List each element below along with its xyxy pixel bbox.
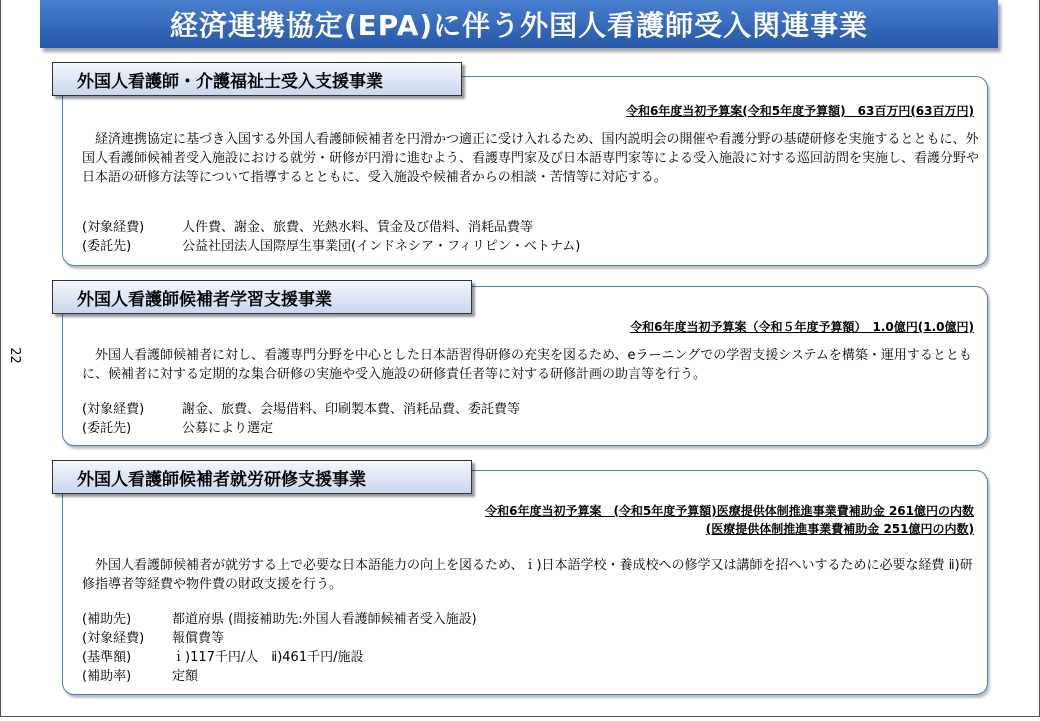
- section-1-budget: 令和6年度当初予算案(令和5年度予算額) 63百万円(63百万円): [625, 104, 974, 118]
- detail-row: (委託先) 公益社団法人国際厚生事業団(インドネシア・フィリピン・ベトナム): [82, 239, 581, 254]
- section-2-details: [82, 400, 520, 438]
- section-2-body: 外国人看護師候補者に対し、看護専門分野を中心とした日本語習得研修の充実を図るため、eラーニングでの学習支援システムを構築・運用するとともに、候補者に対する定期的な集合研修の実施や受入施設の研修責任者等に対する研修計画の助言等を行う。: [82, 348, 972, 382]
- page-number: 22: [6, 347, 22, 364]
- detail-row: (基準額) ｉ)117千円/人 ⅱ)461千円/施設: [82, 650, 364, 665]
- page-title: 経済連携協定(EPA)に伴う外国人看護師受入関連事業: [169, 9, 869, 42]
- section-3-details: [82, 610, 477, 686]
- section-label-3: 外国人看護師候補者就労研修支援事業: [52, 460, 472, 494]
- section-label-1: 外国人看護師・介護福祉士受入支援事業: [52, 62, 462, 96]
- detail-row: (補助率) 定額: [82, 669, 199, 684]
- section-1-body: 経済連携協定に基づき入国する外国人看護師候補者を円滑かつ適正に受け入れるため、国内説明会の開催や看護分野の基礎研修を実施するとともに、外国人看護師候補者受入施設における就労・研修が円滑に進むよう、看護専門家及び日本語専門家等による受入施設に対する巡回訪問を実施し、看護分野や日本語の研修方法等について指導するとともに、受入施設や候補者からの相談・苦情等に対応する。: [82, 132, 980, 185]
- detail-row: (対象経費) 謝金、旅費、会場借料、印刷製本費、消耗品費、委託費等: [82, 402, 521, 417]
- detail-row: (補助先) 都道府県 (間接補助先:外国人看護師候補者受入施設): [82, 612, 477, 627]
- section-1-details: [82, 218, 580, 256]
- detail-row: (対象経費) 報償費等: [82, 631, 225, 646]
- section-3-body: 外国人看護師候補者が就労する上で必要な日本語能力の向上を図るため、ｉ)日本語学校・養成校への修学又は講師を招へいするために必要な経費 ⅱ)研修指導者等経費や物件費の財政支援を行う。: [82, 558, 973, 592]
- section-label-2: 外国人看護師候補者学習支援事業: [52, 280, 472, 314]
- section-3-budget: 令和6年度当初予算案 (令和5年度予算額)医療提供体制推進事業費補助金 261億円の内数 (医療提供体制推進事業費補助金 251億円の内数): [485, 504, 974, 536]
- detail-row: (対象経費) 人件費、謝金、旅費、光熱水料、賃金及び借料、消耗品費等: [82, 220, 534, 235]
- page-title-banner: [40, 0, 998, 48]
- section-2-budget: 令和6年度当初予算案（令和５年度予算額） 1.0億円(1.0億円): [630, 320, 974, 334]
- detail-row: (委託先) 公募により選定: [82, 421, 274, 436]
